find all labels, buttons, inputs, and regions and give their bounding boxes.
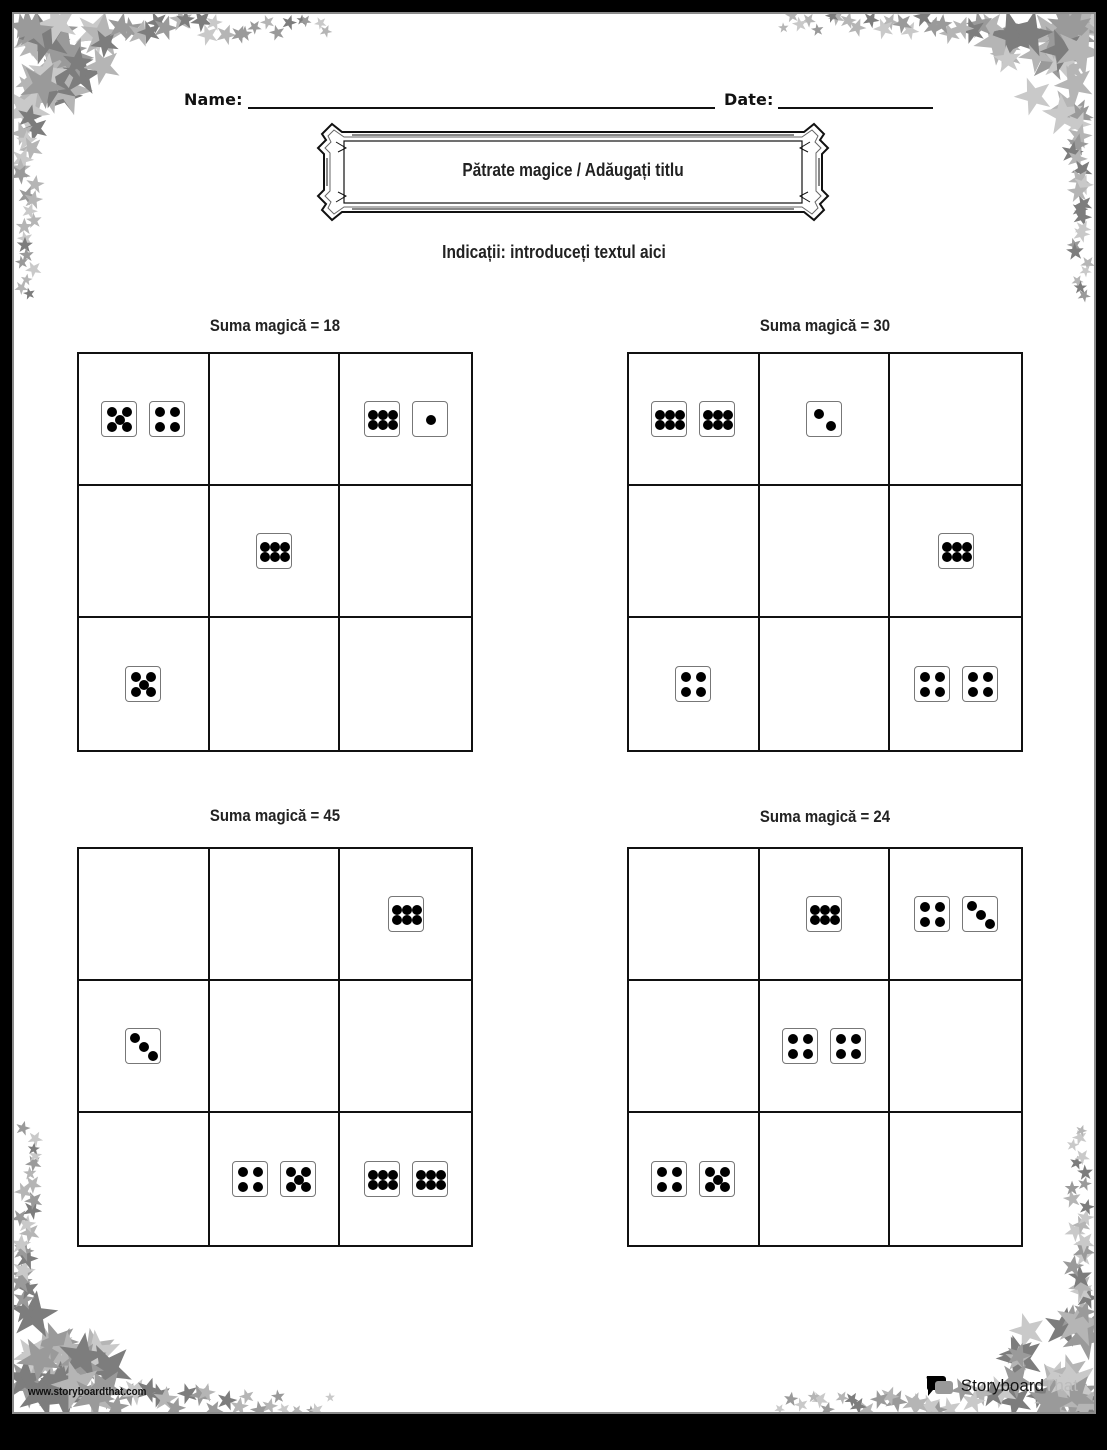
grid-cell[interactable]: [210, 849, 341, 981]
star-icon: [1075, 1124, 1088, 1141]
storyboardthat-logo: [925, 1374, 1078, 1398]
die-six-icon: [806, 896, 842, 932]
grid-cell[interactable]: [890, 354, 1021, 486]
grid-cell[interactable]: [340, 849, 471, 981]
grid-cell[interactable]: [79, 981, 210, 1113]
grid-cell[interactable]: [629, 981, 760, 1113]
die-six-icon: [938, 533, 974, 569]
grid-cell[interactable]: [760, 354, 891, 486]
grid-cell[interactable]: [760, 849, 891, 981]
magic-square-grid-3: [77, 847, 473, 1247]
grid-cell[interactable]: [210, 618, 341, 750]
magic-sum-label-4: Suma magică = 24: [759, 807, 891, 826]
grid-cell[interactable]: [890, 981, 1021, 1113]
grid-cell[interactable]: [79, 354, 210, 486]
grid-cell[interactable]: [340, 618, 471, 750]
brand-primary: Storyboard: [960, 1376, 1044, 1395]
star-icon: [778, 21, 789, 37]
grid-cell[interactable]: [340, 981, 471, 1113]
die-four-icon: [914, 666, 950, 702]
die-four-icon: [962, 666, 998, 702]
die-two-icon: [806, 401, 842, 437]
die-four-icon: [675, 666, 711, 702]
die-five-icon: [101, 401, 137, 437]
grid-cell[interactable]: [629, 849, 760, 981]
star-icon: [309, 1402, 325, 1414]
magic-sum-label-2: Suma magică = 30: [759, 316, 891, 335]
grid-cell[interactable]: [79, 618, 210, 750]
magic-square-grid-1: [77, 352, 473, 752]
grid-cell[interactable]: [760, 486, 891, 618]
grid-cell[interactable]: [79, 486, 210, 618]
star-icon: [774, 1403, 786, 1414]
star-icon: [1053, 23, 1096, 81]
star-icon: [1077, 288, 1091, 306]
die-six-icon: [364, 401, 400, 437]
grid-cell[interactable]: [340, 354, 471, 486]
star-icon: [1005, 12, 1055, 62]
star-icon: [319, 24, 333, 42]
grid-cell[interactable]: [629, 486, 760, 618]
grid-cell[interactable]: [340, 486, 471, 618]
die-six-icon: [256, 533, 292, 569]
die-four-icon: [914, 896, 950, 932]
magic-square-grid-2: [627, 352, 1023, 752]
die-five-icon: [125, 666, 161, 702]
star-icon: [825, 12, 840, 28]
die-six-icon: [651, 401, 687, 437]
star-icon: [325, 1391, 336, 1407]
date-label: Date:: [724, 90, 774, 109]
worksheet-title[interactable]: Pătrate magice / Adăugați titlu: [462, 160, 684, 180]
star-icon: [835, 1390, 849, 1408]
name-line[interactable]: [248, 91, 715, 109]
website-url[interactable]: www.storyboardthat.com: [28, 1386, 147, 1398]
grid-cell[interactable]: [79, 849, 210, 981]
die-four-icon: [232, 1161, 268, 1197]
star-icon: [291, 1404, 303, 1414]
grid-cell[interactable]: [890, 486, 1021, 618]
die-five-icon: [699, 1161, 735, 1197]
grid-cell[interactable]: [79, 1113, 210, 1245]
grid-cell[interactable]: [629, 618, 760, 750]
grid-cell[interactable]: [760, 618, 891, 750]
magic-sum-label-3: Suma magică = 45: [209, 806, 341, 825]
die-four-icon: [782, 1028, 818, 1064]
grid-cell[interactable]: [629, 354, 760, 486]
grid-cell[interactable]: [210, 1113, 341, 1245]
grid-cell[interactable]: [760, 1113, 891, 1245]
grid-cell[interactable]: [210, 354, 341, 486]
die-six-icon: [388, 896, 424, 932]
die-four-icon: [149, 401, 185, 437]
date-field[interactable]: [724, 90, 933, 109]
name-label: Name:: [184, 90, 243, 109]
date-line[interactable]: [778, 91, 933, 109]
name-field[interactable]: [184, 90, 715, 109]
grid-cell[interactable]: [210, 981, 341, 1113]
magic-sum-label-1: Suma magică = 18: [209, 316, 341, 335]
star-icon: [16, 1334, 64, 1386]
die-four-icon: [651, 1161, 687, 1197]
die-four-icon: [830, 1028, 866, 1064]
speech-bubble-logo-icon: [925, 1374, 955, 1398]
die-three-icon: [125, 1028, 161, 1064]
star-icon: [277, 1402, 291, 1414]
die-three-icon: [962, 896, 998, 932]
brand-secondary: That: [1043, 1376, 1078, 1395]
die-five-icon: [280, 1161, 316, 1197]
star-icon: [14, 12, 55, 54]
star-icon: [15, 1120, 31, 1140]
title-frame: [312, 118, 834, 226]
grid-cell[interactable]: [760, 981, 891, 1113]
grid-cell[interactable]: [210, 486, 341, 618]
star-icon: [23, 287, 36, 304]
grid-cell[interactable]: [629, 1113, 760, 1245]
die-six-icon: [699, 401, 735, 437]
worksheet-page: [12, 12, 1096, 1414]
star-icon: [1005, 1341, 1033, 1373]
die-one-icon: [412, 401, 448, 437]
directions-text[interactable]: Indicații: introduceți textul aici: [442, 242, 666, 262]
die-six-icon: [412, 1161, 448, 1197]
grid-cell[interactable]: [890, 618, 1021, 750]
magic-square-grid-4: [627, 847, 1023, 1247]
die-six-icon: [364, 1161, 400, 1197]
grid-cell[interactable]: [340, 1113, 471, 1245]
grid-cell[interactable]: [890, 1113, 1021, 1245]
grid-cell[interactable]: [890, 849, 1021, 981]
